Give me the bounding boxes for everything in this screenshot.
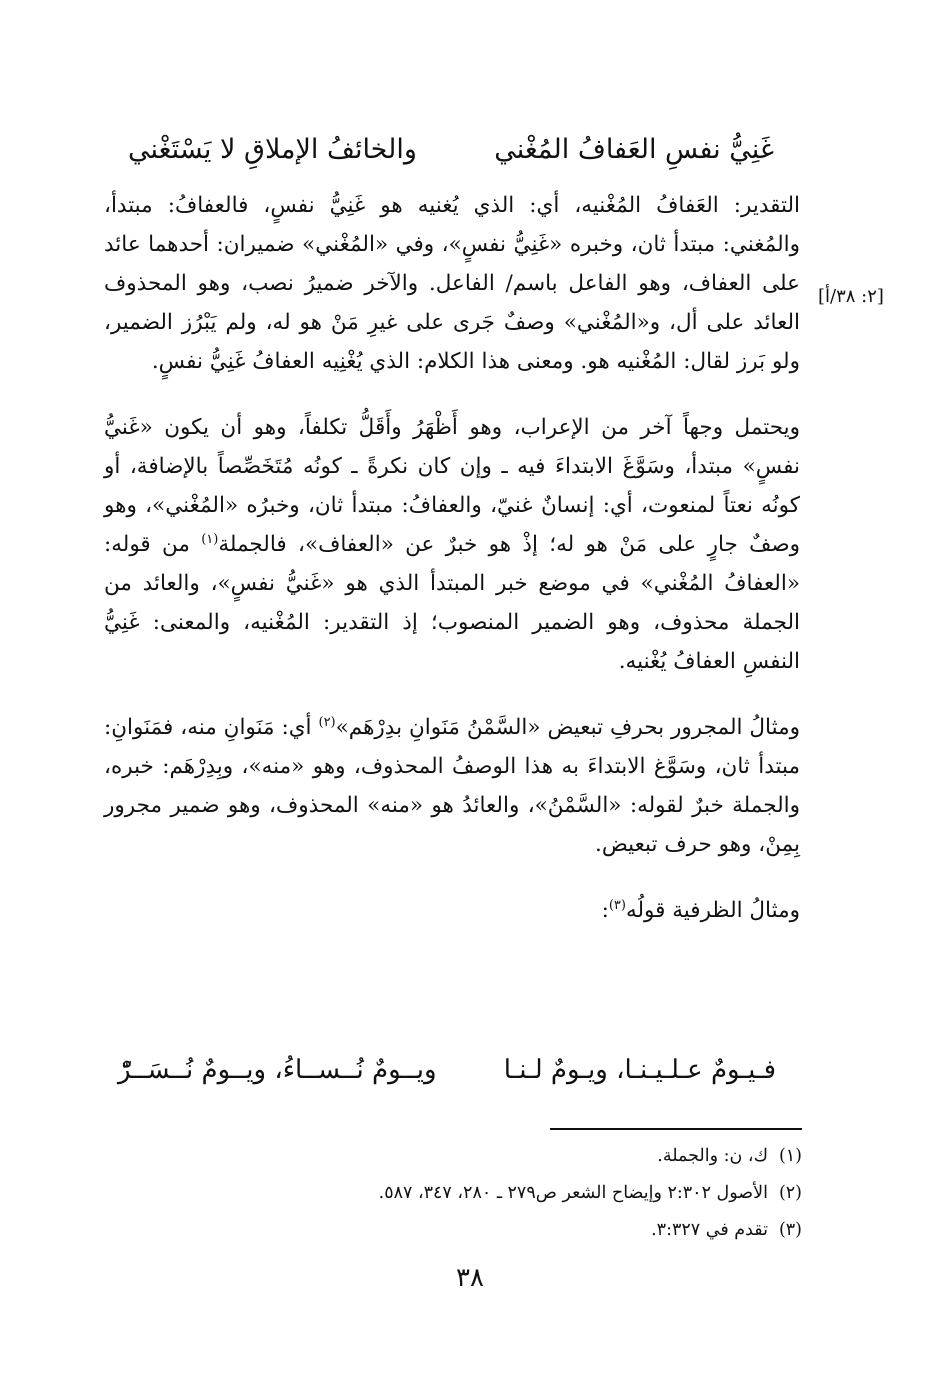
verse-bottom-hemistich-1: فـيـومٌ عـلـيـنـا، ويـومٌ لـنـا	[503, 1055, 776, 1085]
footnote-3-number: (٣)	[778, 1220, 802, 1240]
verse-top-hemistich-2: والخائفُ الإملاقِ لا يَسْتَغْني	[128, 134, 417, 165]
page-number: ٣٨	[456, 1263, 484, 1293]
footnote-3	[250, 1212, 802, 1249]
verse-top-hemistich-1: غَنِيُّ نفسِ العَفافُ المُغْني	[494, 134, 774, 165]
paragraph-4-text-after: :	[601, 898, 609, 923]
footnote-ref-2: (٢)	[318, 714, 336, 730]
footnote-3-text: تقدم في ٣:٣٢٧.	[651, 1220, 768, 1240]
footnotes	[250, 1138, 802, 1249]
footnote-1	[250, 1138, 802, 1175]
footnote-2	[250, 1175, 802, 1212]
paragraph-1	[104, 186, 800, 381]
paragraph-3-text-after: أي: مَنَوانِ منه، فمَنَوانِ: مبتدأ ثان، وسَوَّغ الابتداءَ به هذا الوصفُ المحذوف، وهو «منه»، وبِدِرْهَم: خبره، والجملة خبرٌ لقوله: «السَّمْنُ»، والعائدُ هو «منه» المحذوف، وهو ضمير مجرور بِمِنْ، وهو حرف تبعيض.	[104, 715, 800, 857]
margin-manuscript-reference: [٢: ٣٨/أ]	[818, 286, 884, 307]
paragraph-3	[104, 708, 800, 864]
paragraph-4-text: ومثالُ الظرفية قولُه	[625, 898, 800, 923]
paragraph-2-text: ويحتمل وجهاً آخر من الإعراب، وهو أَظْهَرُ وأَقَلُّ تكلفاً، وهو أن يكون «غَنيُّ نفسٍ» مبتدأ، وسَوَّغَ الابتداءَ فيه ـ وإن كان نكرةً ـ كونُه مُتَخَصِّصاً بالإضافة، أو كونُه نعتاً لمنعوت، أي: إنسانٌ غنيّ، والعفافُ: مبتدأ ثان، وخبرُه «المُغْني»، وهو وصفٌ جارٍ على مَنْ هو له؛ إذْ هو خبرٌ عن «العفاف»، فالجملة	[104, 415, 801, 557]
verse-bottom-hemistich-2: ويــومٌ نُــســاءُ، ويــومٌ نُــسَــرّْ	[118, 1055, 437, 1085]
paragraph-2	[104, 408, 800, 681]
verse-bottom	[118, 1045, 776, 1095]
footnote-1-text: ك، ن: والجملة.	[657, 1146, 768, 1166]
footnote-ref-3: (٣)	[608, 897, 626, 913]
paragraph-4	[104, 891, 800, 930]
main-text	[104, 186, 800, 930]
footnote-separator	[550, 1128, 802, 1130]
footnote-2-number: (٢)	[778, 1183, 802, 1203]
footnote-2-text: الأصول ٢:٣٠٢ وإيضاح الشعر ص٢٧٩ ـ ٢٨٠، ٣٤٧، ٥٨٧.	[378, 1183, 768, 1203]
paragraph-1-text: التقدير: العَفافُ المُغْنيه، أي: الذي يُغنيه هو غَنِيُّ نفسٍ، فالعفافُ: مبتدأ، والمُغني: مبتدأ ثان، وخبره «غَنِيُّ نفسٍ»، وفي «المُغْني» ضميران: أحدهما عائد على العفاف، وهو الفاعل باسم/ الفاعل. والآخر ضميرُ نصب، وهو المحذوف العائد على أل، و«المُغْني» وصفٌ جَرى على غيرِ مَنْ هو له، ولم يَبْرُز الضمير، ولو بَرز لقال: المُغْنيه هو. ومعنى هذا الكلام: الذي يُغْنِيه العفافُ غَنِيُّ نفسٍ.	[104, 193, 800, 374]
verse-top	[128, 120, 774, 180]
footnote-1-number: (١)	[778, 1146, 802, 1166]
footnote-ref-1: (١)	[201, 531, 219, 547]
paragraph-3-text: ومثالُ المجرور بحرفِ تبعيض «السَّمْنُ مَنَوانِ بدِرْهَم»	[335, 715, 800, 740]
paragraph-2-text-after: من قوله: «العفافُ المُغْني» في موضع خبر المبتدأ الذي هو «غَنيُّ نفسٍ»، والعائد من الجملة محذوف، وهو الضمير المنصوب؛ إذ التقدير: المُغْنيه، والمعنى: غَنِيُّ النفسِ العفافُ يُغْنيه.	[104, 532, 800, 674]
